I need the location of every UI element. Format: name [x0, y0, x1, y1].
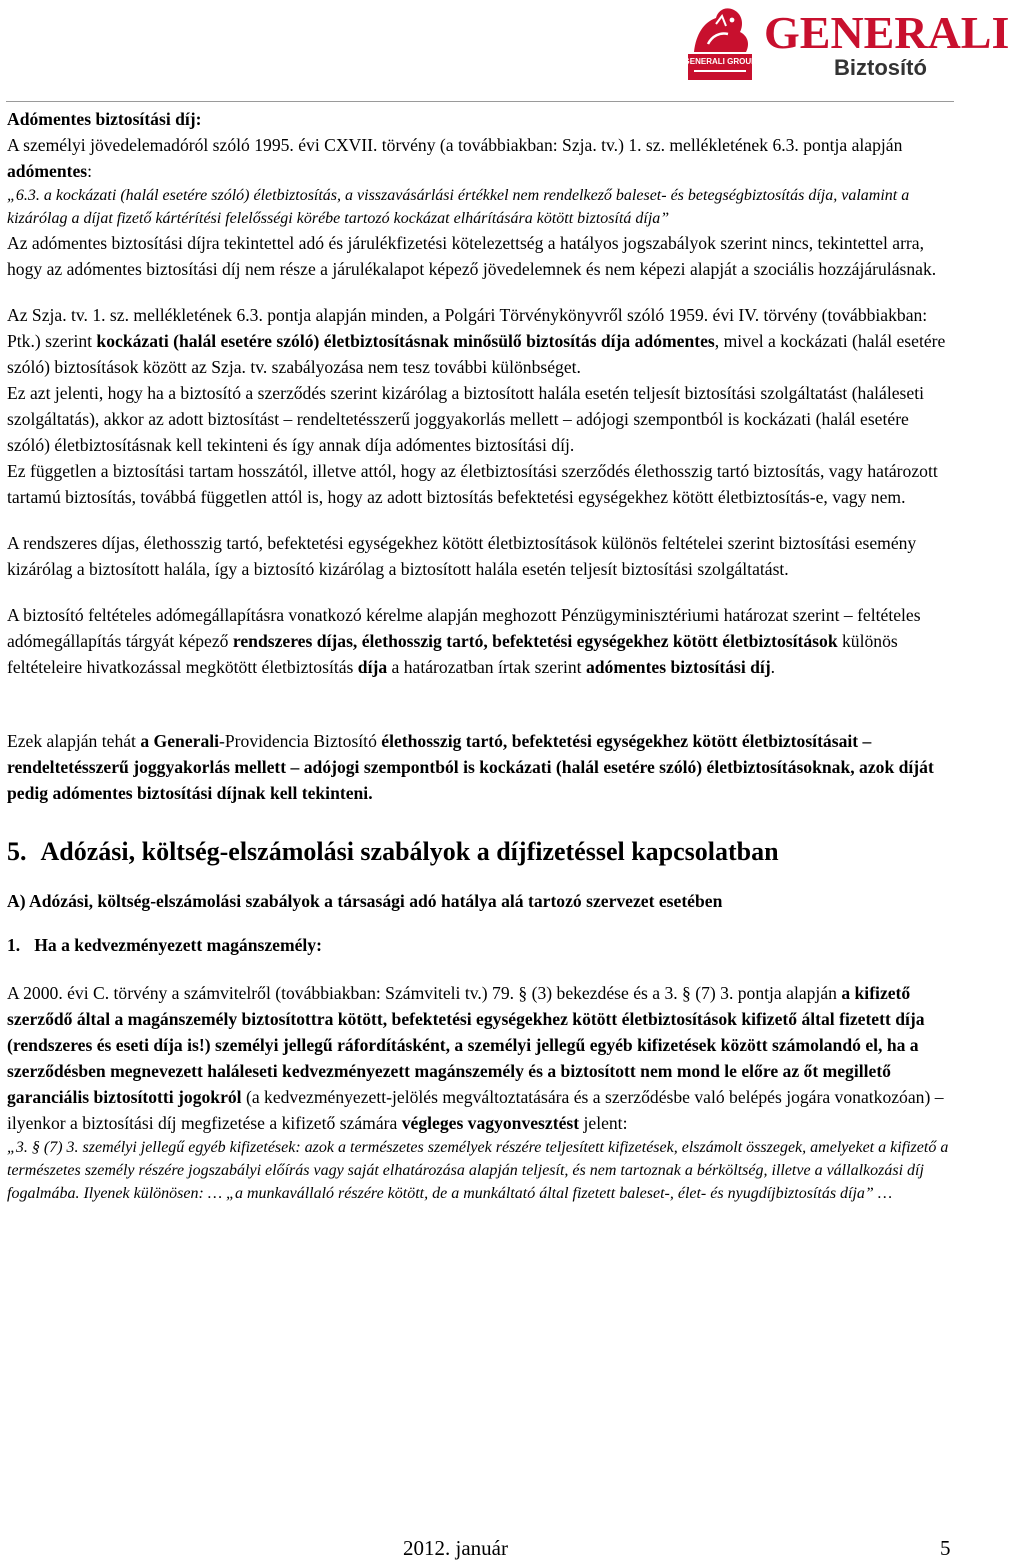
paragraph-text: (a kedvezményezett-jelölés megváltoztatására és a szerződésbe való belépés jogára vonatkozóan) – ilyenkor a biztosítási díj megfizetése a kifizető számára	[7, 1087, 944, 1133]
paragraph-text: -Providencia Biztosító	[219, 731, 382, 751]
paragraph-text: a határozatban írtak szerint	[387, 657, 586, 677]
section-title: Adózási, költség-elszámolási szabályok a díjfizetéssel kapcsolatban	[40, 837, 779, 866]
subsection-title: Ha a kedvezményezett magánszemély:	[34, 935, 322, 955]
footer-date: 2012. január	[403, 1536, 508, 1560]
paragraph-text: A 2000. évi C. törvény a számvitelről (továbbiakban: Számviteli tv.) 79. § (3) bekezdése és a 3. § (7) 3. pontja alapján	[7, 983, 842, 1003]
paragraph-meaning: Ez azt jelenti, hogy ha a biztosító a szerződés szerint kizárólag a biztosított halála esetén teljesít biztosítási szolgáltatást (haláleseti szolgáltatás), akkor az adott biztosítást – rendeltetésszerű joggyakorlás mellett – adójogi szempontból is kockázati (halál esetére szóló) életbiztosításnak kell tekinteni és így annak díja adómentes biztosítási díj.	[7, 383, 924, 455]
paragraph-tax-exemption: Az adómentes biztosítási díjra tekintettel adó és járulékfizetési kötelezettség a hatályos jogszabályok szerint nincs, tekintettel arra, hogy az adómentes biztosítási díj nem része a járulékalapot képező jövedelemnek és nem képezi alapját a szociális hozzájárulásnak.	[7, 233, 937, 279]
logo-brand-text: GENERALI	[764, 7, 1009, 58]
paragraph-text: A biztosító feltételes adómegállapításra vonatkozó kérelme alapján meghozott Pénzügyminisztériumi határozat szerint – feltételes adómegállapítás tárgyát képező	[7, 605, 921, 651]
paragraph-ministry-decision	[7, 602, 953, 680]
subsection-heading-1	[7, 932, 953, 958]
section-title-adomentes: Adómentes biztosítási díj:	[7, 109, 202, 129]
paragraph-conclusion	[7, 728, 953, 806]
bold-text: adómentes	[7, 161, 88, 181]
paragraph-szamviteli-tv	[7, 980, 953, 1136]
bold-text: adómentes biztosítási díj	[585, 657, 771, 677]
subsection-number: 1.	[7, 935, 21, 955]
paragraph-text: :	[87, 161, 93, 181]
bold-text: a Generali	[140, 731, 220, 751]
section-heading-5	[7, 836, 953, 868]
legal-quote-6-3: „6.3. a kockázati (halál esetére szóló) életbiztosítás, a visszavásárlási értékkel nem rendelkező baleset- és betegségbiztosítás díja, valamint a kizárólag a díjat fizető kártérítési felelősségi körébe tartozó kockázat elhárítására kötött biztosítá díja”	[7, 187, 910, 227]
paragraph-text: Ezek alapján tehát	[7, 731, 141, 751]
page-number: 5	[940, 1536, 951, 1560]
paragraph-ptk-reference	[7, 302, 953, 380]
paragraph-text: Az Szja. tv. 1. sz. mellékletének 6.3. pontja alapján minden, a Polgári Törvénykönyvről szóló 1959. évi IV. törvény (továbbiakban: Ptk.) szerint	[7, 305, 928, 351]
paragraph-text: jelent:	[579, 1113, 628, 1133]
generali-logo	[683, 2, 1009, 84]
paragraph-regular-premium: A rendszeres díjas, élethosszig tartó, befektetési egységekhez kötött életbiztosítások különös feltételei szerint biztosítási esemény kizárólag a biztosított halála, így a biztosító kizárólag a biztosított halála esetén teljesít biztosítási szolgáltatást.	[7, 533, 917, 579]
document-body	[7, 106, 953, 1205]
bold-text: a kifizető szerződő által a magánszemély biztosítottra kötött, befektetési egységekhez kötött életbiztosítások kifizető által fizetett díja (rendszeres és eseti díja is!) személyi jellegű ráfordításként, a személyi jellegű egyéb kifizetések között számolandó el, ha a szerződésben megnevezett haláleseti kedvezményezett magánszemély és a biztosított nem mond le előre az őt megillető garanciális biztosítotti jogokról	[7, 983, 925, 1107]
paragraph-text: , mivel a kockázati (halál esetére szóló) biztosítások között az Szja. tv. szabályozása nem tesz további különbséget.	[7, 331, 946, 377]
section-number: 5.	[7, 837, 27, 866]
lion-emblem-icon	[683, 4, 757, 82]
paragraph-text: A személyi jövedelemadóról szóló 1995. évi CXVII. törvény (a továbbiakban: Szja. tv.) 1. sz. mellékletének 6.3. pontja alapján	[7, 135, 903, 155]
legal-quote-3-7-3: „3. § (7) 3. személyi jellegű egyéb kifizetések: azok a természetes személyek részére teljesített kifizetések, elszámolt összegek, amelyeket a kifizető a természetes személy részére jogszabályi előírás vagy saját elhatározása alapján teljesít, és nem tartoznak a bérköltség, illetve a vállalkozási díj fogalmába. Ilyenek különösen: … „a munkavállaló részére kötött, de a munkáltató által fizetett baleset-, élet- és nyugdíjbiztosítás díja” …	[7, 1139, 949, 1202]
paragraph-text: .	[770, 657, 776, 677]
header-divider	[6, 101, 954, 102]
subsection-heading-a: A) Adózási, költség-elszámolási szabályok a társasági adó hatálya alá tartozó szervezet esetében	[7, 891, 723, 911]
bold-text: díja	[357, 657, 388, 677]
logo-sub-text: Biztosító	[834, 55, 927, 80]
bold-text: rendszeres díjas, élethosszig tartó, befektetési egységekhez kötött életbiztosítások	[232, 631, 838, 651]
bold-text: élethosszig tartó, befektetési egységekhez kötött életbiztosításait – rendeltetésszerű joggyakorlás mellett – adójogi szempontból is kockázati (halál esetére szóló) életbiztosításoknak, azok díját pedig adómentes biztosítási díjnak kell tekinteni.	[7, 731, 934, 803]
logo-group-text: GENERALI GROUP	[683, 57, 757, 66]
bold-text: végleges vagyonvesztést	[401, 1113, 580, 1133]
paragraph-independence: Ez független a biztosítási tartam hosszától, illetve attól, hogy az életbiztosítási szerződés élethosszig tartó biztosítás, vagy határozott tartamú biztosítás, továbbá független attól is, hogy az adott biztosítás befektetési egységekhez kötött életbiztosítás-e, vagy nem.	[7, 461, 938, 507]
paragraph-szja-reference	[7, 132, 953, 184]
bold-text: kockázati (halál esetére szóló) életbiztosításnak minősülő biztosítás díja adómentes	[96, 331, 715, 351]
paragraph-text: különös feltételeire hivatkozással megkötött életbiztosítás	[7, 631, 898, 677]
